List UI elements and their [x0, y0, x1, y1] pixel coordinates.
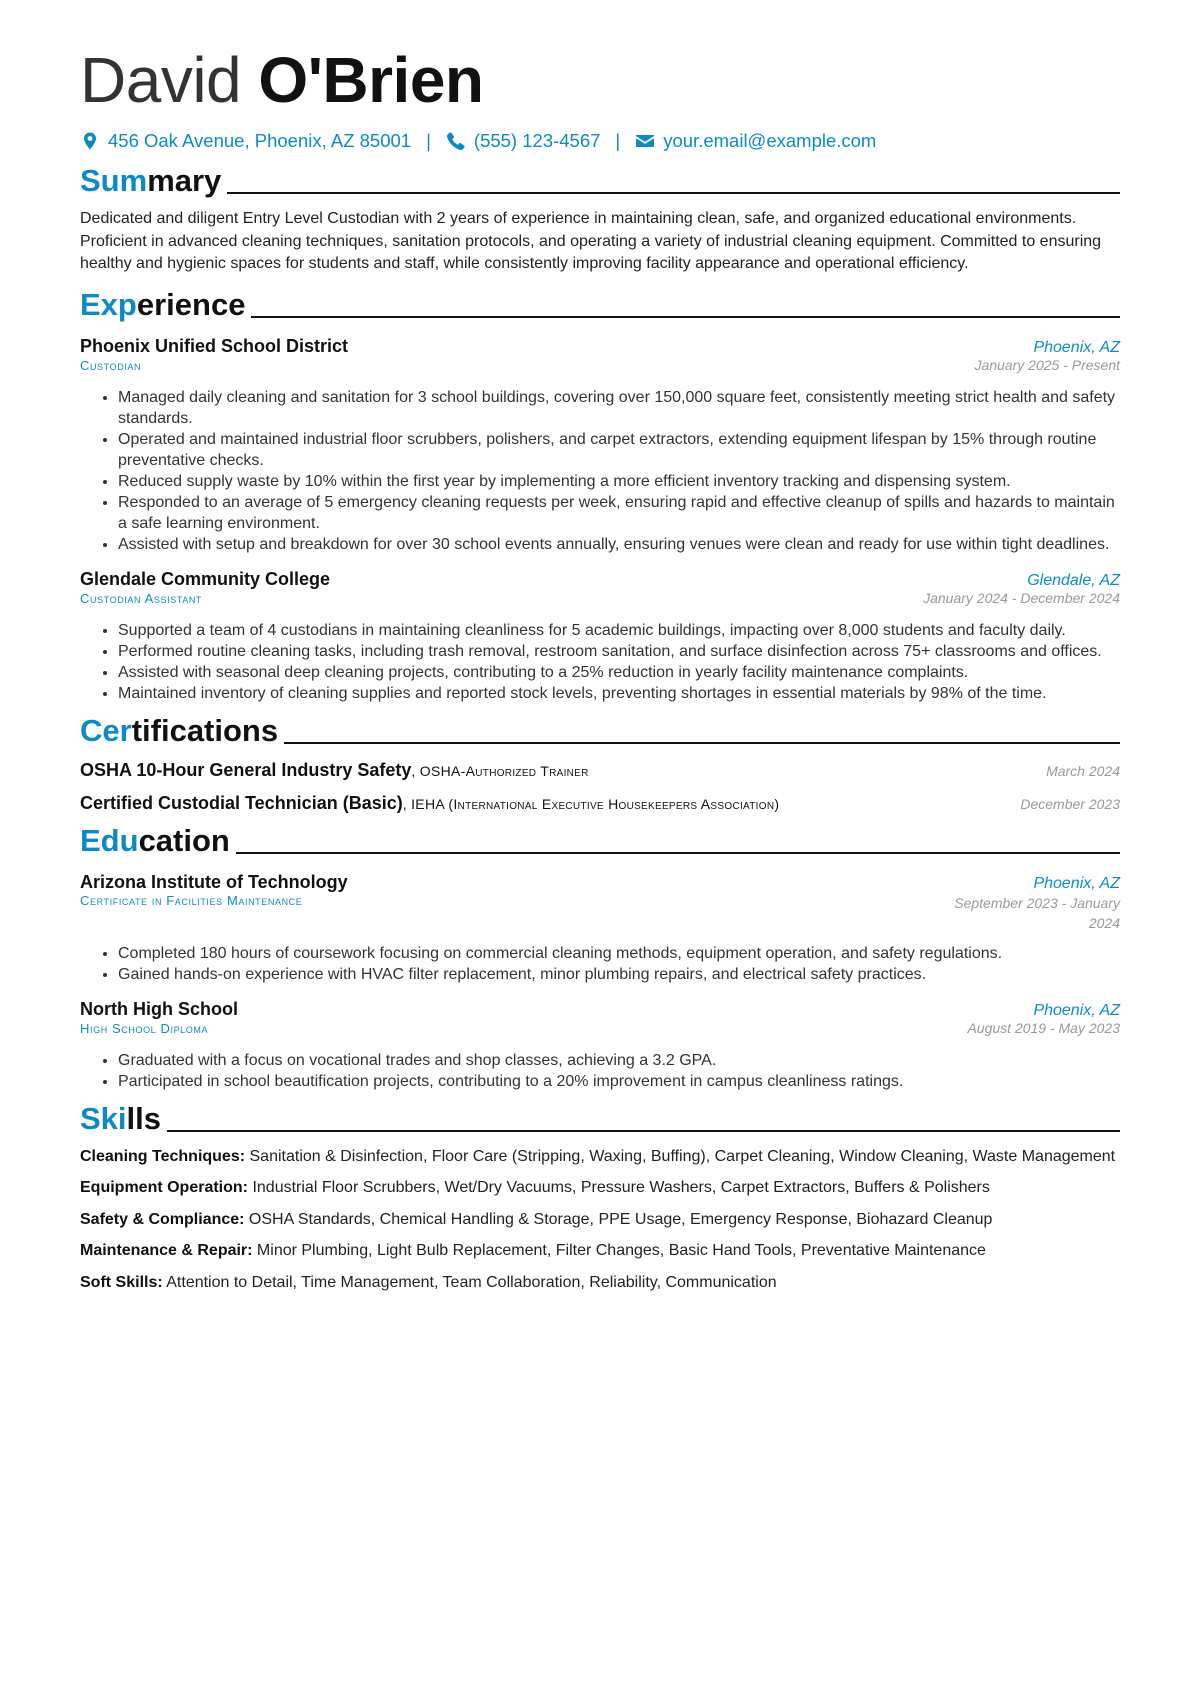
section-summary: [80, 162, 1120, 200]
list-item: • Completed 180 hours of coursework focusing on commercial cleaning methods, equipment operation, and safety regulations.: [118, 943, 1120, 964]
skill-items: OSHA Standards, Chemical Handling & Storage, PPE Usage, Emergency Response, Biohazard Cleanup: [244, 1210, 993, 1228]
skill-category: Safety & Compliance:: [80, 1210, 245, 1228]
job-location: Glendale, AZ: [1027, 571, 1120, 589]
cert-title: OSHA 10-Hour General Industry Safety: [80, 759, 412, 780]
skill-line: [80, 1146, 1120, 1169]
section-title: Education: [80, 822, 230, 858]
school-name: North High School: [80, 998, 238, 1019]
list-item: • Performed routine cleaning tasks, including trash removal, restroom sanitation, and surface disinfection across 75+ classrooms and offices.: [118, 641, 1120, 662]
cert-date: March 2024: [1046, 762, 1120, 779]
school-name: Arizona Institute of Technology: [80, 871, 348, 892]
skill-items: Minor Plumbing, Light Bulb Replacement, Filter Changes, Basic Hand Tools, Preventative Maintenance: [252, 1242, 986, 1259]
employer-name: Phoenix Unified School District: [80, 335, 349, 356]
section-experience: [80, 286, 1120, 324]
envelope-icon: [635, 131, 655, 151]
address-text: 456 Oak Avenue, Phoenix, AZ 85001: [108, 130, 412, 151]
candidate-name: [80, 40, 1120, 120]
job-dates: January 2024 - December 2024: [923, 589, 1120, 606]
section-skills: [80, 1100, 1120, 1138]
skill-line: [80, 1177, 1120, 1200]
school-location: Phoenix, AZ: [1033, 874, 1120, 892]
section-certifications: [80, 712, 1120, 750]
skill-category: Maintenance & Repair:: [80, 1242, 253, 1259]
job-dates: January 2025 - Present: [974, 356, 1120, 373]
list-item: • Gained hands-on experience with HVAC filter replacement, minor plumbing repairs, and electrical safety practices.: [118, 964, 1120, 985]
cert-issuer: , IEHA (International Executive Housekeepers Association): [402, 795, 780, 812]
contact-bar: [80, 130, 1120, 152]
education-entry: [80, 872, 1120, 985]
section-title: Experience: [80, 286, 246, 322]
education-entry: [80, 999, 1120, 1092]
skill-category: Soft Skills:: [80, 1273, 163, 1291]
cert-date: December 2023: [1020, 795, 1120, 812]
cert-title: Certified Custodial Technician (Basic): [80, 792, 403, 813]
certification-item: [80, 760, 1120, 781]
list-item: • Operated and maintained industrial floor scrubbers, polishers, and carpet extractors, extending equipment lifespan by 15% through routine preventative checks.: [118, 429, 1120, 471]
skill-items: Industrial Floor Scrubbers, Wet/Dry Vacuums, Pressure Washers, Carpet Extractors, Buffers & Polishers: [248, 1179, 990, 1196]
first-name: David: [80, 44, 242, 116]
section-rule: [167, 1130, 1120, 1132]
email-item[interactable]: [635, 130, 876, 152]
phone-icon: [446, 131, 466, 151]
list-item: • Assisted with setup and breakdown for over 30 school events annually, ensuring venues were clean and ready for use within tight deadlines.: [118, 534, 1120, 555]
employer-name: Glendale Community College: [80, 568, 331, 589]
job-bullets: [80, 387, 1120, 555]
education-dates: August 2019 - May 2023: [967, 1019, 1120, 1036]
contact-separator: |: [426, 130, 431, 151]
list-item: • Graduated with a focus on vocational trades and shop classes, achieving a 3.2 GPA.: [118, 1050, 1120, 1071]
job-title: Custodian: [80, 357, 142, 373]
last-name: O'Brien: [258, 44, 484, 116]
list-item: • Managed daily cleaning and sanitation for 3 school buildings, covering over 150,000 square feet, consistently meeting strict health and safety standards.: [118, 387, 1120, 429]
section-title: Certifications: [80, 712, 279, 748]
phone-text: (555) 123-4567: [473, 130, 601, 151]
address-item: [80, 130, 411, 152]
phone-item[interactable]: [446, 130, 601, 152]
experience-entry: [80, 569, 1120, 704]
certification-item: [80, 793, 1120, 814]
skill-line: [80, 1209, 1120, 1232]
education-dates: September 2023 - January 2024: [954, 894, 1120, 931]
map-pin-icon: [80, 131, 100, 151]
section-rule: [284, 742, 1120, 744]
skill-line: [80, 1240, 1120, 1263]
skill-items: Sanitation & Disinfection, Floor Care (Stripping, Waxing, Buffing), Carpet Cleaning, Window Cleaning, Waste Management: [245, 1147, 1116, 1165]
list-item: • Supported a team of 4 custodians in maintaining cleanliness for 5 academic buildings, impacting over 8,000 students and faculty daily.: [118, 620, 1120, 641]
skill-category: Equipment Operation:: [80, 1179, 248, 1196]
job-title: Custodian Assistant: [80, 590, 203, 606]
degree-title: High School Diploma: [80, 1020, 209, 1036]
section-rule: [251, 316, 1120, 318]
contact-separator: |: [615, 130, 621, 151]
summary-text: Dedicated and diligent Entry Level Custodian with 2 years of experience in maintaining clean, safe, and organized educational environments. Proficient in advanced cleaning techniques, sanitation protocols, and operating a variety of industrial cleaning equipment. Committed to ensuring healthy and hygienic spaces for students and staff, while consistently improving facility appearance and operational efficiency.: [80, 210, 1102, 272]
education-bullets: [80, 1050, 1120, 1092]
section-title: Skills: [80, 1100, 161, 1136]
list-item: • Maintained inventory of cleaning supplies and reported stock levels, preventing shortages in essential materials by 98% of the time.: [118, 683, 1120, 704]
skill-category: Cleaning Techniques:: [80, 1147, 246, 1165]
section-rule: [236, 852, 1120, 854]
section-rule: [227, 192, 1120, 194]
list-item: • Responded to an average of 5 emergency cleaning requests per week, ensuring rapid and effective cleanup of spills and hazards to maintain a safe learning environment.: [118, 492, 1120, 534]
school-location: Phoenix, AZ: [1033, 1001, 1120, 1019]
email-text: your.email@example.com: [663, 130, 877, 151]
job-location: Phoenix, AZ: [1033, 338, 1120, 356]
job-bullets: [80, 620, 1120, 704]
list-item: • Assisted with seasonal deep cleaning projects, contributing to a 25% reduction in yearly facility maintenance complaints.: [118, 662, 1120, 683]
cert-issuer: , OSHA-Authorized Trainer: [411, 762, 589, 779]
resume-page: [80, 40, 1120, 1294]
section-education: [80, 822, 1120, 860]
experience-entry: [80, 336, 1120, 555]
skill-line: [80, 1272, 1120, 1295]
list-item: • Participated in school beautification projects, contributing to a 20% improvement in campus cleanliness ratings.: [118, 1071, 1120, 1092]
section-title: Summary: [80, 163, 222, 198]
skill-items: Attention to Detail, Time Management, Team Collaboration, Reliability, Communication: [162, 1273, 777, 1291]
list-item: • Reduced supply waste by 10% within the first year by implementing a more efficient inventory tracking and dispensing system.: [118, 471, 1120, 492]
education-bullets: [80, 943, 1120, 985]
degree-title: Certificate in Facilities Maintenance: [80, 892, 303, 908]
